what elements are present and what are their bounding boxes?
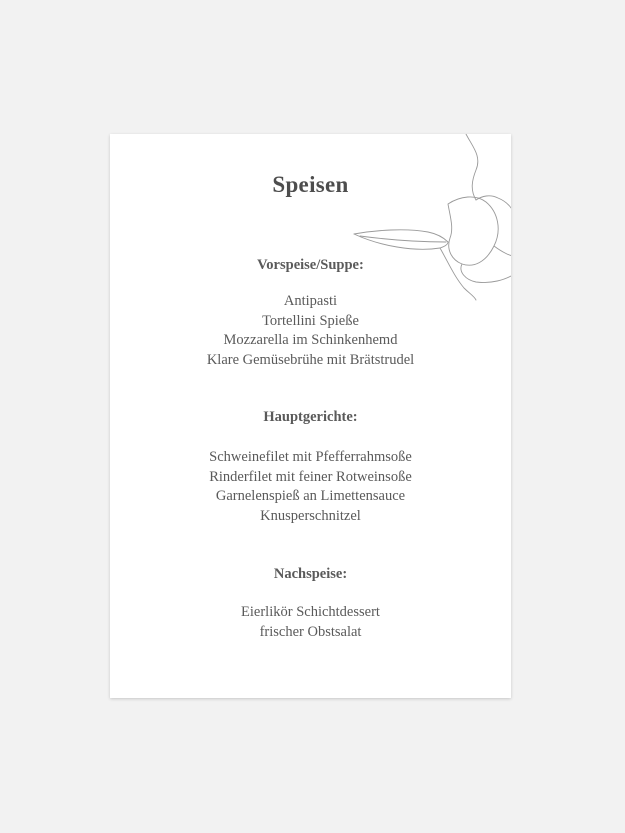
desserts-list bbox=[110, 603, 511, 642]
list-item: Mozzarella im Schinkenhemd bbox=[223, 332, 398, 348]
list-item: Antipasti bbox=[283, 293, 338, 309]
starters-list bbox=[110, 292, 511, 370]
list-item: Knusperschnitzel bbox=[260, 507, 361, 524]
list-item: Eierlikör Schichtdessert bbox=[241, 604, 380, 620]
section-heading-mains: Hauptgerichte: bbox=[263, 409, 358, 425]
mains-list bbox=[110, 448, 511, 526]
list-item: Rinderfilet mit feiner Rotweinsoße bbox=[209, 468, 412, 485]
section-heading-desserts: Nachspeise: bbox=[273, 566, 348, 582]
menu-title: Speisen bbox=[272, 172, 349, 197]
list-item: Garnelenspieß an Limettensauce bbox=[215, 488, 406, 504]
menu-card bbox=[110, 134, 511, 698]
list-item: frischer Obstsalat bbox=[259, 623, 362, 640]
list-item: Schweinefilet mit Pfefferrahmsoße bbox=[209, 449, 412, 465]
list-item: Tortellini Spieße bbox=[262, 312, 359, 329]
list-item: Klare Gemüsebrühe mit Brätstrudel bbox=[206, 351, 415, 368]
section-heading-starters: Vorspeise/Suppe: bbox=[257, 257, 364, 273]
